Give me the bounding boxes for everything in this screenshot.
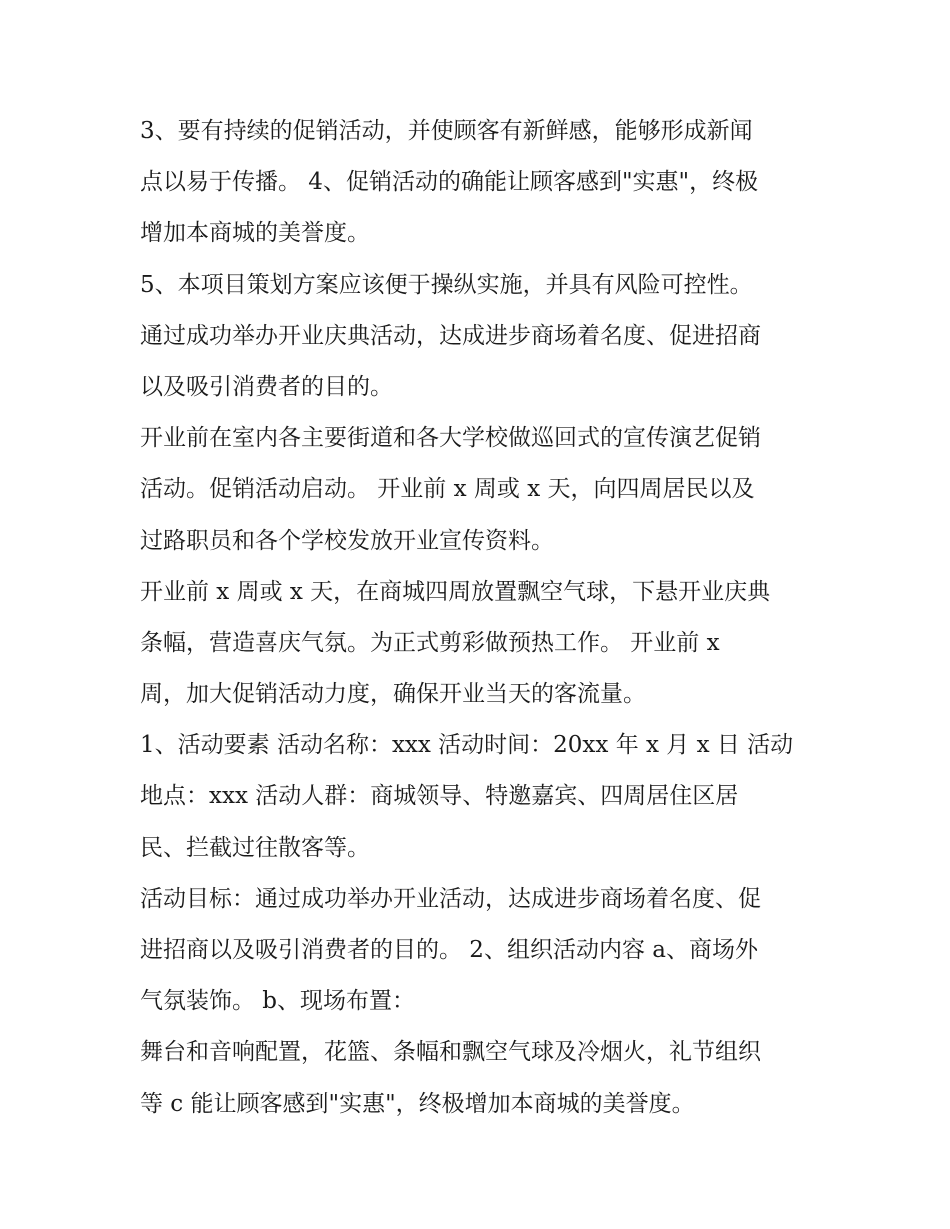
- text-line: 周，加大促销活动力度，确保开业当天的客流量。: [140, 681, 646, 708]
- paragraph-point-5: [140, 260, 820, 311]
- text-line: 活动。促销活动启动。 开业前 x 周或 x 天，向四周居民以及: [140, 476, 755, 503]
- text-line: 增加本商城的美誉度。: [140, 220, 370, 247]
- text-line: 点以易于传播。 4、促销活动的确能让顾客感到"实惠"，终极: [140, 169, 759, 196]
- text-line: 1、活动要素 活动名称：xxx 活动时间：20xx 年 x 月 x 日 活动: [140, 732, 794, 759]
- text-line: 开业前 x 周或 x 天，在商城四周放置飘空气球，下悬开业庆典: [140, 578, 771, 605]
- paragraph-pre-opening-roadshow: [140, 413, 820, 567]
- text-line: 开业前在室内各主要街道和各大学校做巡回式的宣传演艺促销: [140, 425, 761, 452]
- text-line: 5、本项目策划方案应该便于操纵实施，并具有风险可控性。: [140, 271, 753, 298]
- paragraph-pre-opening-balloons: [140, 567, 820, 721]
- text-line: 3、要有持续的促销活动，并使顾客有新鲜感，能够形成新闻: [140, 118, 753, 144]
- text-line: 过路职员和各个学校发放开业宣传资料。: [140, 527, 554, 554]
- text-line: 活动目标：通过成功举办开业活动，达成进步商场着名度、促: [140, 885, 761, 912]
- text-line: 等 c 能让顾客感到"实惠"，终极增加本商城的美誉度。: [140, 1090, 695, 1117]
- text-line: 地点：xxx 活动人群：商城领导、特邀嘉宾、四周居住区居: [140, 783, 739, 810]
- paragraph-promotion-points-3-4: [140, 106, 820, 260]
- paragraph-opening-goal: [140, 311, 820, 413]
- document-body: [140, 106, 820, 1130]
- text-line: 舞台和音响配置，花篮、条幅和飘空气球及冷烟火，礼节组织: [140, 1039, 761, 1066]
- paragraph-activity-elements: [140, 720, 820, 874]
- text-line: 进招商以及吸引消费者的目的。 2、组织活动内容 a、商场外: [140, 937, 758, 963]
- text-line: 条幅，营造喜庆气氛。为正式剪彩做预热工作。 开业前 x: [140, 629, 720, 656]
- text-line: 以及吸引消费者的目的。: [140, 373, 393, 400]
- paragraph-activity-goal: [140, 874, 820, 1028]
- paragraph-stage-setup: [140, 1027, 820, 1129]
- text-line: 民、拦截过往散客等。: [140, 834, 370, 861]
- text-line: 气氛装饰。 b、现场布置：: [140, 988, 416, 1015]
- text-line: 通过成功举办开业庆典活动，达成进步商场着名度、促进招商: [140, 322, 761, 349]
